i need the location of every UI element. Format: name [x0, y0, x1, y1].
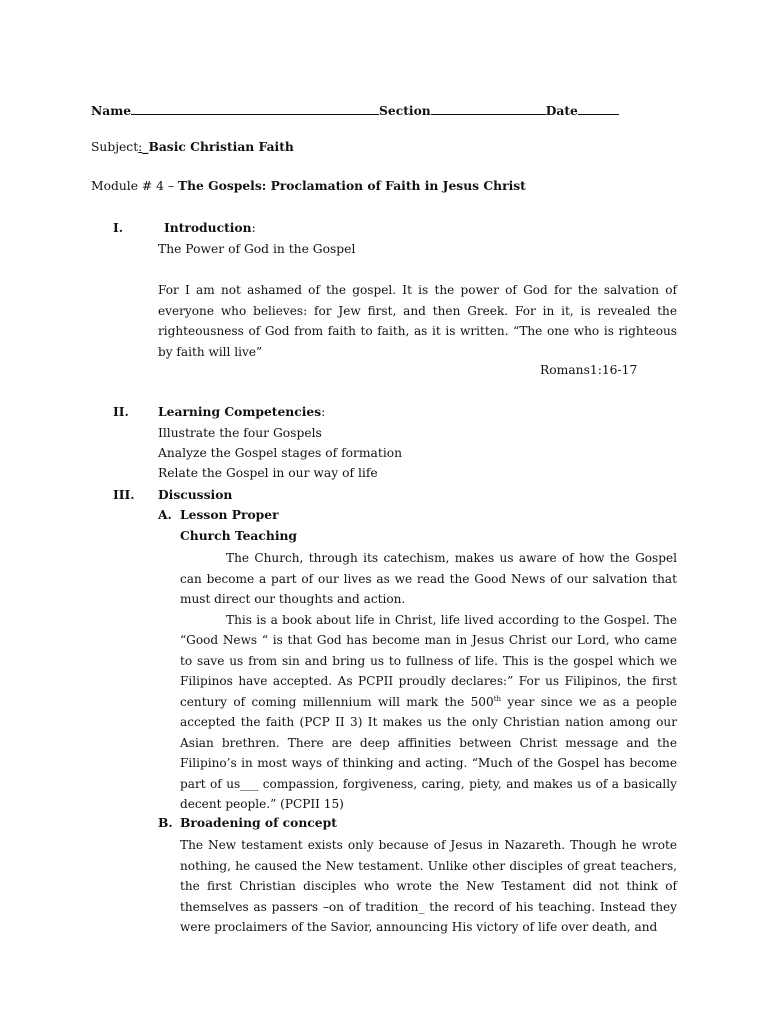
date-field[interactable] [578, 103, 619, 115]
intro-quote: For I am not ashamed of the gospel. It is the power of God for the salvation of everyone who believes: for Jew first, and then Greek. For in it, is revealed the righteousness of God from faith to faith, as it is written. “The one who is righteous by faith will live” [158, 283, 677, 359]
date-label: Date [545, 103, 578, 118]
paragraph-church: The Church, through its catechism, makes us aware of how the Gospel can become a part of our lives as we read the Good News of our salvation that must direct our thoughts and action. [180, 551, 677, 606]
intro-heading: Introduction [164, 220, 252, 235]
section-b-letter: B. [158, 815, 173, 830]
header-line [91, 103, 619, 118]
paragraph-life-in-christ [180, 610, 677, 815]
section-b-heading: Broadening of concept [180, 815, 337, 830]
competency-item: Analyze the Gospel stages of formation [158, 446, 403, 460]
paragraph-part-1: This is a book about life in Christ, life lived according to the Gospel. The “Good News “ is that God has become man in Jesus Christ our Lord, who came to save us from sin and bring us to fullness of life. This is the gospel which we Filipinos have accepted. As PCPII proudly declares:” For us Filipinos, the first century of coming millennium will mark the 500 [180, 612, 677, 709]
competencies-heading-line: Learning Competencies: [158, 404, 326, 419]
section-a-heading: Lesson Proper [180, 507, 279, 522]
discussion-numeral: III. [113, 487, 135, 502]
intro-citation: Romans1:16-17 [540, 363, 638, 377]
intro-subtitle: The Power of God in the Gospel [158, 242, 356, 256]
subject-value: _Basic Christian Faith [142, 139, 294, 154]
module-prefix: Module # 4 – [91, 179, 178, 193]
section-a-letter: A. [158, 507, 172, 522]
section-field[interactable] [431, 103, 546, 115]
competency-item: Illustrate the four Gospels [158, 426, 322, 440]
name-label: Name [91, 103, 132, 118]
intro-numeral: I. [113, 220, 124, 235]
name-field[interactable] [131, 103, 379, 115]
subject-line [91, 139, 294, 154]
intro-heading-line: Introduction: [164, 220, 256, 235]
lesson-body [180, 548, 677, 815]
church-teaching-heading: Church Teaching [180, 528, 298, 543]
paragraph-broadening: The New testament exists only because of Jesus in Nazareth. Though he wrote nothing, he caused the New testament. Unlike other disciples of great teachers, the first Christian disciples who wrote the New Testament did not think of themselves as passers –on of tradition_ the record of his teaching. Instead they were proclaimers of the Savior, announcing His victory of life over death, and [180, 838, 677, 934]
module-line [91, 178, 526, 193]
competencies-numeral: II. [113, 404, 129, 419]
subject-colon: : [138, 140, 143, 154]
paragraph-part-2: year since we as a people accepted the faith (PCP II 3) It makes us the only Christian nation among our Asian brethren. There are deep affinities between Christ message and the Filipino’s in most ways of thinking and acting. “Much of the Gospel has become part of us___ compassion, forgiveness, caring, piety, and makes us of a basically decent people.” (PCPII 15) [180, 694, 678, 811]
subject-prefix: Subject [91, 140, 139, 154]
competencies-heading: Learning Competencies [158, 404, 322, 419]
competency-item: Relate the Gospel in our way of life [158, 466, 378, 480]
module-title: The Gospels: Proclamation of Faith in Jesus Christ [177, 178, 526, 193]
ordinal-sup: th [493, 694, 502, 703]
section-label: Section [379, 103, 431, 118]
discussion-heading: Discussion [158, 487, 233, 502]
